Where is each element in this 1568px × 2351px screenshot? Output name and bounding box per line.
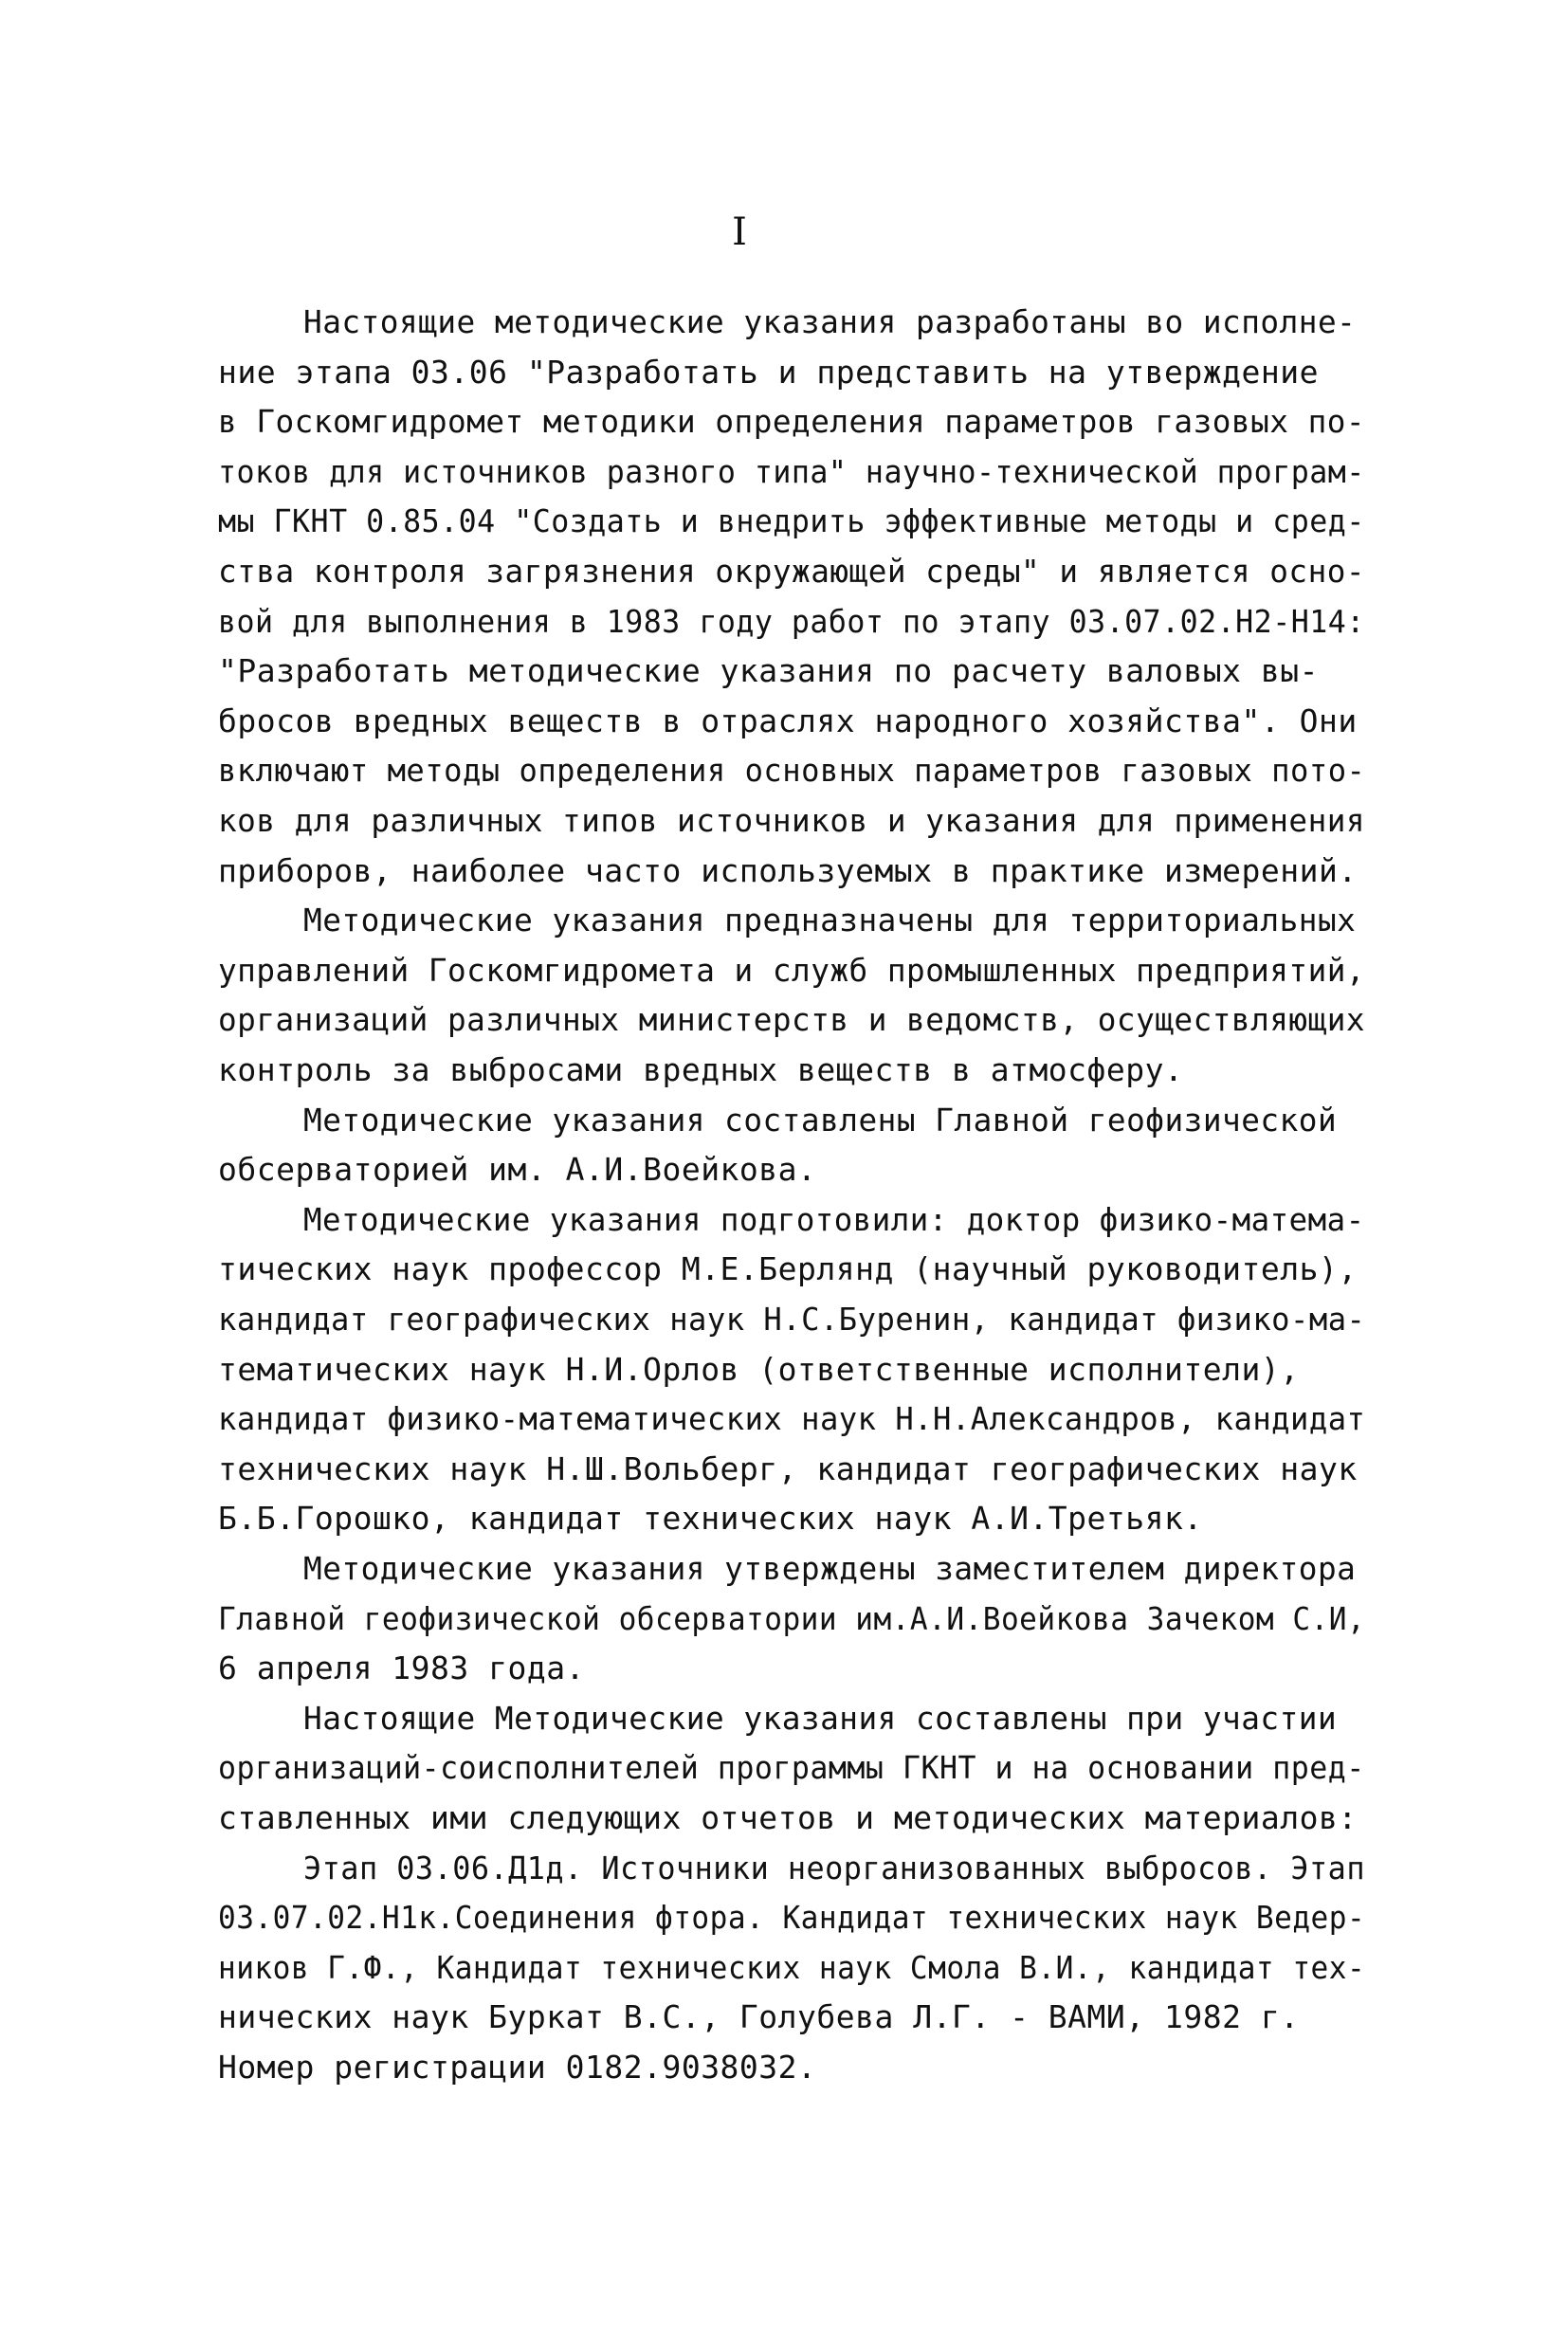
text-line: обсерваторией им. А.И.Воейкова. bbox=[218, 1151, 817, 1189]
text-line: Номер регистрации 0182.9038032. bbox=[218, 2049, 817, 2086]
text-line: включают методы определения основных параметров газовых пото- bbox=[218, 752, 1366, 790]
text-line: приборов, наиболее часто используемых в практике измерений. bbox=[218, 851, 1358, 889]
text-line: токов для источников разного типа" научно-технической програм- bbox=[218, 452, 1365, 490]
text-line: 03.07.02.Н1к.Соединения фтора. Кандидат технических наук Ведер- bbox=[218, 1899, 1366, 1937]
text-line: ников Г.Ф., Кандидат технических наук Смола В.И., кандидат тех- bbox=[218, 1948, 1366, 1986]
text-line: ставленных ими следующих отчетов и методических материалов: bbox=[218, 1799, 1358, 1836]
text-line: ков для различных типов источников и указания для применения bbox=[218, 802, 1366, 839]
text-line: Методические указания предназначены для территориальных bbox=[303, 902, 1357, 939]
text-line: организаций-соисполнителей программы ГКНТ и на основании пред- bbox=[218, 1749, 1365, 1787]
text-line: кандидат географических наук Н.С.Буренин, кандидат физико-ма- bbox=[218, 1301, 1366, 1338]
text-line: "Разработать методические указания по расчету валовых вы- bbox=[218, 652, 1319, 690]
text-line: управлений Госкомгидромета и служб промышленных предприятий, bbox=[218, 951, 1366, 989]
text-line: ние этапа 03.06 "Разработать и представить на утверждение bbox=[218, 353, 1319, 391]
text-line: Настоящие методические указания разработаны во исполне- bbox=[303, 303, 1357, 340]
text-line: тематических наук Н.И.Орлов (ответственные исполнители), bbox=[218, 1350, 1300, 1388]
text-line: организаций различных министерств и ведомств, осуществляющих bbox=[218, 1001, 1366, 1039]
text-line: Главной геофизической обсерватории им.А.И.Воейкова Зачеком С.И, bbox=[218, 1599, 1366, 1637]
text-line: мы ГКНТ 0.85.04 "Создать и внедрить эффективные методы и сред- bbox=[218, 502, 1365, 540]
text-line: бросов вредных веществ в отраслях народного хозяйства". Они bbox=[218, 702, 1358, 739]
text-line: Методические указания составлены Главной геофизической bbox=[303, 1101, 1338, 1139]
text-line: ства контроля загрязнения окружающей среды" и является осно- bbox=[218, 553, 1366, 590]
text-line: вой для выполнения в 1983 году работ по этапу 03.07.02.Н2-Н14: bbox=[218, 602, 1365, 640]
page-number: I bbox=[732, 210, 747, 254]
text-line: Этап 03.06.Д1д. Источники неорганизованных выбросов. Этап bbox=[303, 1849, 1365, 1886]
text-line: Настоящие Методические указания составлены при участии bbox=[303, 1699, 1338, 1737]
text-line: Методические указания подготовили: доктор физико-матема- bbox=[303, 1200, 1365, 1238]
text-line: технических наук Н.Ш.Вольберг, кандидат географических наук bbox=[218, 1449, 1358, 1487]
text-line: Б.Б.Горошко, кандидат технических наук А.И.Третьяк. bbox=[218, 1500, 1203, 1538]
text-line: кандидат физико-математических наук Н.Н.Александров, кандидат bbox=[218, 1400, 1366, 1438]
text-line: Методические указания утверждены заместителем директора bbox=[303, 1550, 1357, 1587]
text-line: контроль за выбросами вредных веществ в атмосферу. bbox=[218, 1051, 1184, 1088]
text-line: тических наук профессор М.Е.Берлянд (научный руководитель), bbox=[218, 1250, 1358, 1288]
text-line: 6 апреля 1983 года. bbox=[218, 1649, 585, 1687]
text-line: в Госкомгидромет методики определения параметров газовых по- bbox=[218, 403, 1366, 441]
text-line: нических наук Буркат В.С., Голубева Л.Г. - ВАМИ, 1982 г. bbox=[218, 1998, 1300, 2036]
